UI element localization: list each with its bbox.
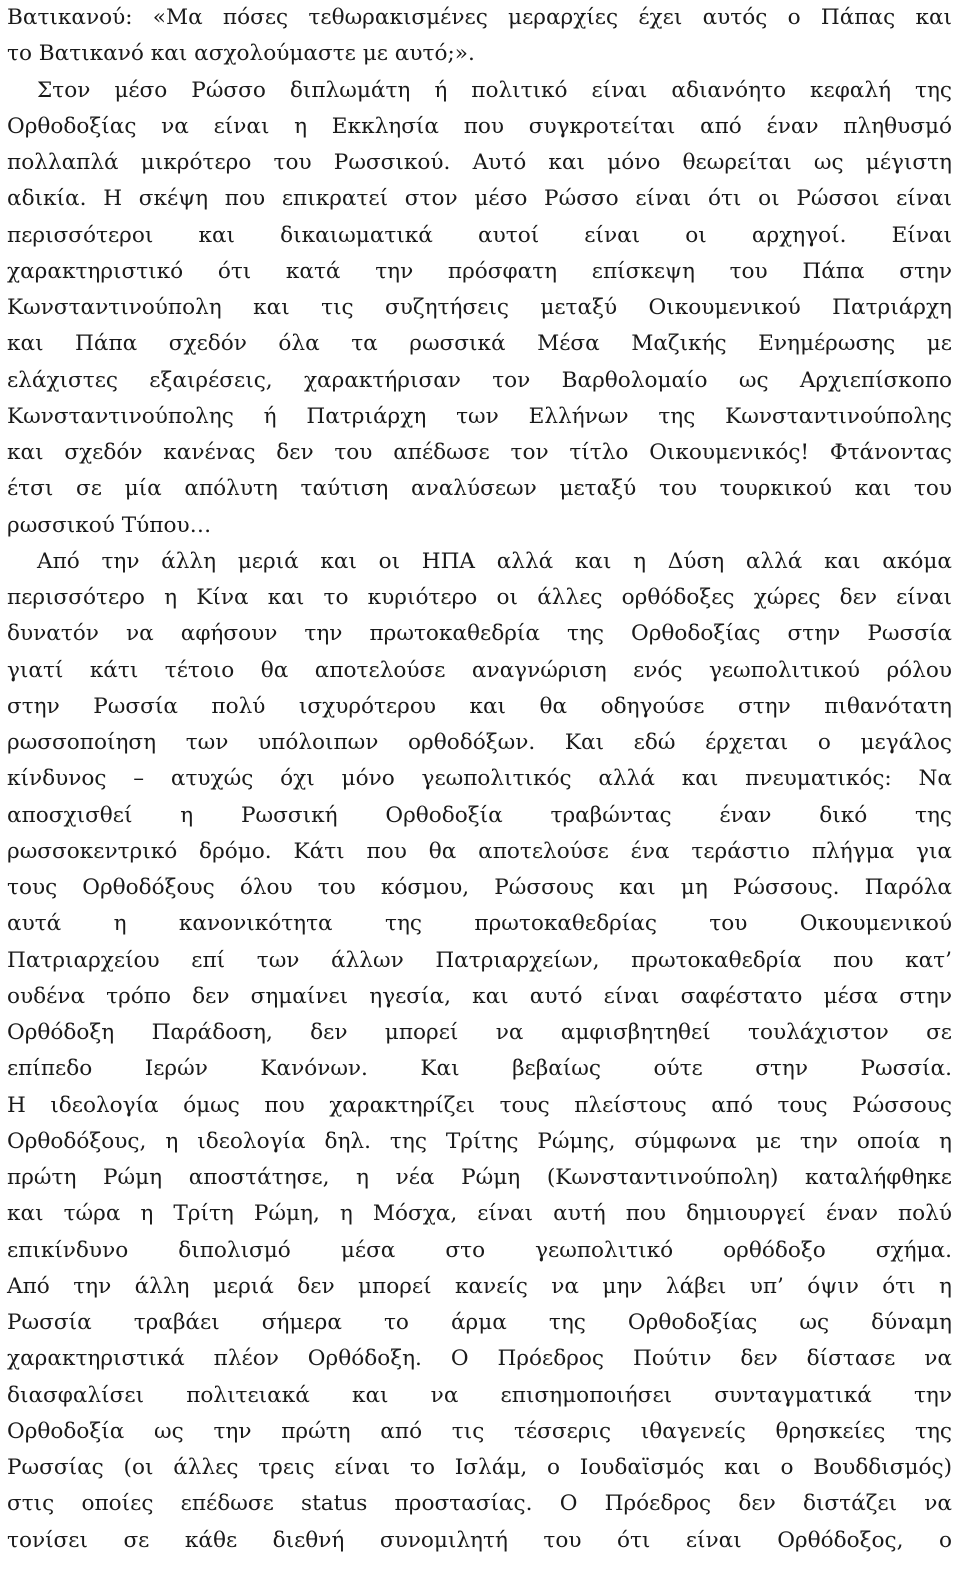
text-line: Κωνσταντινούπολη και τις συζητήσεις μεταξύ Οικουμενικού Πατριάρχη: [7, 295, 952, 320]
text-line: το Βατικανό και ασχολούμαστε με αυτό;».: [7, 41, 475, 67]
text-line: ουδένα τρόπο δεν σημαίνει ηγεσία, και αυτό είναι σαφέστατο μέσα στην: [7, 983, 952, 1009]
text-line: και Πάπα σχεδόν όλα τα ρωσσικά Μέσα Μαζικής Ενημέρωσης με: [7, 331, 952, 357]
text-line: Στον μέσο Ρώσσο διπλωμάτη ή πολιτικό είναι αδιανόητο κεφαλή της: [37, 77, 952, 103]
text-line: αυτά η κανονικότητα της πρωτοκαθεδρίας του Οικουμενικού: [7, 911, 952, 937]
text-line: Από την άλλη μεριά και οι ΗΠΑ αλλά και η Δύση αλλά και ακόμα: [37, 548, 952, 574]
text-line: Η ιδεολογία όμως που χαρακτηρίζει τους πλείστους από τους Ρώσσους: [7, 1092, 952, 1118]
text-line: χαρακτηριστικό ότι κατά την πρόσφατη επίσκεψη του Πάπα στην: [7, 258, 952, 284]
text-line: περισσότερο η Κίνα και το κυριότερο οι άλλες ορθόδοξες χώρες δεν είναι: [7, 585, 952, 610]
text-line: επικίνδυνο διπολισμό μέσα στο γεωπολιτικό ορθόδοξο σχήμα.: [7, 1237, 952, 1263]
text-line: έτσι σε μία απόλυτη ταύτιση αναλύσεων μεταξύ του τουρκικού και του: [7, 476, 952, 502]
text-line: Πατριαρχείου επί των άλλων Πατριαρχείων, πρωτοκαθεδρία που κατ’: [7, 947, 952, 973]
text-line: πολλαπλά μικρότερο του Ρωσσικού. Αυτό και μόνο θεωρείται ως μέγιστη: [7, 150, 952, 175]
paragraph-2: [7, 544, 952, 1559]
text-line: επίπεδο Ιερών Κανόνων. Και βεβαίως ούτε στην Ρωσσία.: [7, 1056, 952, 1082]
text-line: Βατικανού: «Μα πόσες τεθωρακισμένες μεραρχίες έχει αυτός ο Πάπας και: [7, 5, 952, 30]
text-line: Ορθοδοξία ως την πρώτη από τις τέσσερις ιθαγενείς θρησκείες της: [7, 1418, 952, 1444]
text-line: τονίσει σε κάθε διεθνή συνομιλητή του ότι είναι Ορθόδοξος, ο: [7, 1527, 952, 1553]
text-line: ρωσσικού Τύπου…: [7, 512, 212, 538]
text-line: στην Ρωσσία πολύ ισχυρότερου και θα οδηγούσε στην πιθανότατη: [7, 693, 952, 719]
text-line: και σχεδόν κανένας δεν του απέδωσε τον τίτλο Οικουμενικός! Φτάνοντας: [7, 440, 952, 465]
text-line: πρώτη Ρώμη αποστάτησε, η νέα Ρώμη (Κωνσταντινούπολη) καταλήφθηκε: [7, 1165, 952, 1190]
text-line: Ορθοδοξίας να είναι η Εκκλησία που συγκροτείται από έναν πληθυσμό: [7, 113, 952, 139]
text-line: αποσχισθεί η Ρωσσική Ορθοδοξία τραβώντας έναν δικό της: [7, 802, 952, 828]
text-line: ρωσσοποίηση των υπόλοιπων ορθοδόξων. Και εδώ έρχεται ο μεγάλος: [7, 730, 952, 755]
paragraph-1: [7, 0, 952, 544]
text-line: και τώρα η Τρίτη Ρώμη, η Μόσχα, είναι αυτή που δημιουργεί έναν πολύ: [7, 1201, 952, 1227]
text-line: στις οποίες επέδωσε status προστασίας. Ο Πρόεδρος δεν διστάζει να: [7, 1491, 952, 1517]
text-line: περισσότεροι και δικαιωματικά αυτοί είναι οι αρχηγοί. Είναι: [7, 222, 952, 248]
text-line: Ορθοδόξους, η ιδεολογία δηλ. της Τρίτης Ρώμης, σύμφωνα με την οποία η: [7, 1128, 952, 1154]
text-line: αδικία. Η σκέψη που επικρατεί στον μέσο Ρώσσο είναι ότι οι Ρώσσοι είναι: [7, 186, 952, 212]
text-line: τους Ορθοδόξους όλου του κόσμου, Ρώσσους και μη Ρώσσους. Παρόλα: [7, 875, 952, 900]
text-line: χαρακτηριστικά πλέον Ορθόδοξη. Ο Πρόεδρος Πούτιν δεν δίστασε να: [7, 1346, 952, 1372]
text-line: Κωνσταντινούπολης ή Πατριάρχη των Ελλήνων της Κωνσταντινούπολης: [7, 403, 952, 429]
text-line: διασφαλίσει πολιτειακά και να επισημοποιήσει συνταγματικά την: [7, 1382, 952, 1408]
text-line: Ορθόδοξη Παράδοση, δεν μπορεί να αμφισβητηθεί τουλάχιστον σε: [7, 1020, 952, 1045]
text-line: Ρωσσίας (οι άλλες τρεις είναι το Ισλάμ, ο Ιουδαϊσμός και ο Βουδδισμός): [7, 1455, 952, 1480]
text-line: κίνδυνος – ατυχώς όχι μόνο γεωπολιτικός αλλά και πνευματικός: Να: [7, 766, 952, 792]
text-line: ελάχιστες εξαιρέσεις, χαρακτήρισαν τον Βαρθολομαίο ως Αρχιεπίσκοπο: [7, 367, 952, 393]
text-line: δυνατόν να αφήσουν την πρωτοκαθεδρία της Ορθοδοξίας στην Ρωσσία: [7, 621, 952, 647]
text-line: γιατί κάτι τέτοιο θα αποτελούσε αναγνώριση ενός γεωπολιτικού ρόλου: [7, 657, 952, 683]
text-line: Από την άλλη μεριά δεν μπορεί κανείς να μην λάβει υπ’ όψιν ότι η: [7, 1273, 952, 1299]
text-line: ρωσσοκεντρικό δρόμο. Κάτι που θα αποτελούσε ένα τεράστιο πλήγμα για: [7, 838, 952, 864]
text-line: Ρωσσία τραβάει σήμερα το άρμα της Ορθοδοξίας ως δύναμη: [7, 1310, 952, 1335]
